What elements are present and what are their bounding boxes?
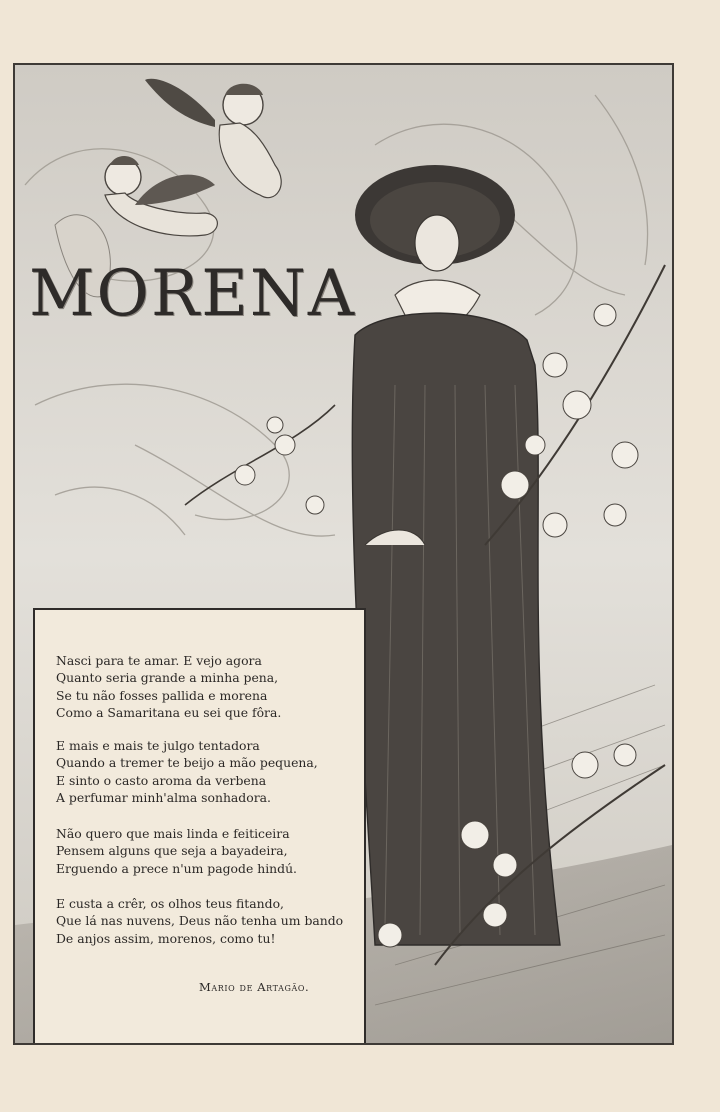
poem-stanza xyxy=(56,895,343,947)
poem-line: Quando a tremer te beijo a mão pequena, xyxy=(56,755,318,771)
poem-stanza xyxy=(56,652,281,721)
poem-line: Pensem alguns que seja a bayadeira, xyxy=(56,843,288,859)
poem-line: Nasci para te amar. E vejo agora xyxy=(56,653,262,668)
poem-line: De anjos assim, morenos, como tu! xyxy=(56,930,276,946)
poem-line: A perfumar minh'alma sonhadora. xyxy=(56,789,271,805)
poem-line: Não quero que mais linda e feiticeira xyxy=(56,826,290,841)
poem-line: E mais e mais te julgo tentadora xyxy=(56,738,260,753)
poem-line: E custa a crêr, os olhos teus fitando, xyxy=(56,896,284,911)
illustration-plate xyxy=(13,63,674,1045)
poem-stanza xyxy=(56,737,318,806)
poem-author: Mario de Artagão. xyxy=(199,980,310,994)
poem-box xyxy=(33,608,366,1045)
poem-line: Erguendo a prece n'um pagode hindú. xyxy=(56,860,297,876)
page-title: MORENA xyxy=(29,257,357,331)
poem-line: E sinto o casto aroma da verbena xyxy=(56,772,267,788)
poem-line: Que lá nas nuvens, Deus não tenha um bando xyxy=(56,913,344,929)
poem-stanza xyxy=(56,825,297,877)
poem-line: Como a Samaritana eu sei que fôra. xyxy=(56,704,282,720)
poem-line: Se tu não fosses pallida e morena xyxy=(56,687,268,703)
poem-line: Quanto seria grande a minha pena, xyxy=(56,670,279,686)
